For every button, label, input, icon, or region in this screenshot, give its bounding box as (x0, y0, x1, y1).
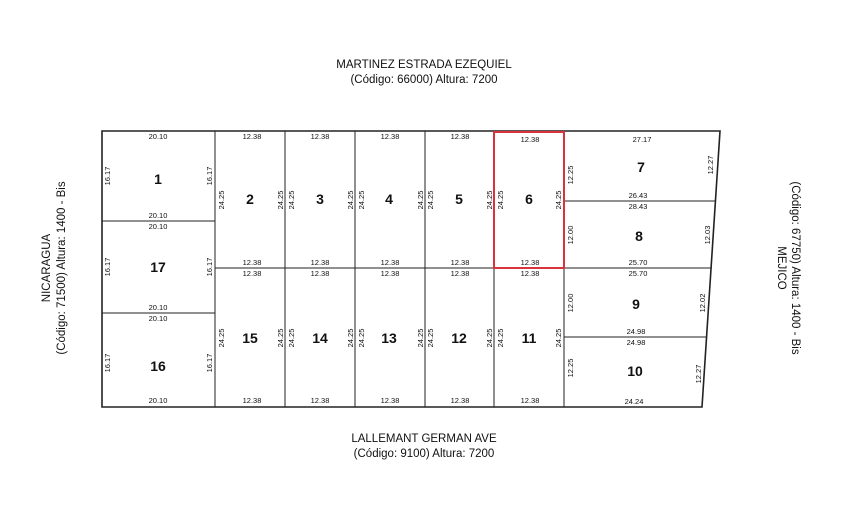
lot-15[interactable] (217, 269, 285, 405)
lot-dimension: 20.10 (148, 132, 168, 141)
lot-dimension: 25.70 (628, 258, 648, 267)
lot-dimension: 24.25 (357, 328, 366, 348)
lot-number: 7 (637, 159, 645, 175)
lot-dimension: 24.98 (626, 338, 646, 347)
lot-7[interactable] (566, 135, 715, 200)
lot-number: 5 (455, 191, 463, 207)
lot-11[interactable] (496, 269, 563, 405)
lot-dimension: 12.38 (520, 269, 540, 278)
east-street-info: (Código: 67750) Altura: 1400 - Bis (789, 181, 801, 355)
lot-dimension: 24.25 (554, 328, 563, 348)
lot-dimension: 12.38 (450, 269, 470, 278)
lot-dimension: 12.38 (450, 258, 470, 267)
lot-number: 11 (521, 330, 537, 346)
lot-8[interactable] (566, 202, 712, 267)
lot-dimension: 16.17 (103, 166, 112, 186)
lot-dimension: 12.38 (242, 396, 262, 405)
lot-dimension: 24.25 (426, 190, 435, 210)
lot-dimension: 12.38 (380, 132, 400, 141)
lot-dimension: 16.17 (103, 353, 112, 373)
lot-dimension: 12.38 (310, 269, 330, 278)
lot-dimension: 20.10 (148, 222, 168, 231)
lot-dimension: 12.00 (566, 225, 575, 245)
lot-dimension: 24.98 (626, 327, 646, 336)
lot-number: 13 (381, 330, 397, 346)
lot-number: 4 (385, 191, 393, 207)
lot-number: 15 (242, 330, 258, 346)
lot-dimension: 12.38 (310, 258, 330, 267)
lot-dimension: 24.25 (287, 328, 296, 348)
lot-dimension: 24.25 (485, 328, 494, 348)
lot-dimension: 24.25 (426, 328, 435, 348)
lot-dimension: 16.17 (205, 257, 214, 277)
lot-dimension: 16.17 (205, 353, 214, 373)
lot-dimension: 24.25 (276, 190, 285, 210)
lot-number: 12 (451, 330, 467, 346)
lot-dimension: 28.43 (628, 202, 648, 211)
lot-dimension: 24.25 (217, 190, 226, 210)
lot-dimension: 25.70 (628, 269, 648, 278)
lot-dimension: 12.38 (520, 258, 540, 267)
lot-number: 6 (525, 191, 533, 207)
lot-6[interactable] (496, 135, 563, 267)
lot-dimension: 12.38 (380, 258, 400, 267)
lot-number: 16 (150, 358, 166, 374)
lot-dimension: 24.25 (276, 328, 285, 348)
lot-dimension: 20.10 (148, 211, 168, 220)
lot-number: 14 (312, 330, 328, 346)
lot-dimension: 27.17 (632, 135, 652, 144)
lot-dimension: 12.27 (706, 155, 715, 175)
lot-dimension: 12.38 (520, 135, 540, 144)
lot-dimension: 12.38 (242, 258, 262, 267)
lot-2[interactable] (217, 132, 285, 267)
lot-17[interactable] (103, 222, 214, 312)
lot-dimension: 24.25 (416, 328, 425, 348)
lot-13[interactable] (357, 269, 425, 405)
lot-dimension: 12.38 (242, 269, 262, 278)
south-street-name: LALLEMANT GERMAN AVE (351, 433, 497, 445)
lot-4[interactable] (357, 132, 425, 267)
lot-5[interactable] (426, 132, 494, 267)
lot-dimension: 24.24 (624, 397, 644, 406)
lot-dimension: 24.25 (496, 328, 505, 348)
lot-number: 2 (246, 191, 254, 207)
lot-1[interactable] (103, 132, 214, 220)
north-street-info: (Código: 66000) Altura: 7200 (350, 74, 498, 86)
lot-dimension: 20.10 (148, 303, 168, 312)
lot-dimension: 12.38 (520, 396, 540, 405)
lot-dimension: 12.27 (694, 364, 703, 384)
lot-dimension: 24.25 (217, 328, 226, 348)
lot-16[interactable] (103, 314, 214, 405)
lot-dimension: 12.38 (380, 269, 400, 278)
lot-3[interactable] (287, 132, 355, 267)
lot-number: 3 (316, 191, 324, 207)
lot-dimension: 24.25 (416, 190, 425, 210)
lot-dimension: 12.38 (242, 132, 262, 141)
lot-dimension: 12.38 (450, 132, 470, 141)
lot-dimension: 20.10 (148, 314, 168, 323)
lot-dimension: 12.03 (703, 225, 712, 245)
lot-number: 10 (627, 363, 643, 379)
lot-dimension: 24.25 (357, 190, 366, 210)
lot-dimension: 12.38 (450, 396, 470, 405)
lot-dimension: 12.38 (380, 396, 400, 405)
lot-12[interactable] (426, 269, 494, 405)
north-street-name: MARTINEZ ESTRADA EZEQUIEL (336, 59, 512, 71)
lot-14[interactable] (287, 269, 355, 405)
lot-dimension: 12.38 (310, 132, 330, 141)
south-street-info: (Código: 9100) Altura: 7200 (353, 448, 495, 460)
lot-dimension: 24.25 (346, 190, 355, 210)
lot-dimension: 26.43 (628, 191, 648, 200)
lot-number: 1 (154, 171, 162, 187)
lot-number: 17 (150, 259, 166, 275)
lot-dimension: 12.38 (310, 396, 330, 405)
lot-dimension: 16.17 (103, 257, 112, 277)
lot-number: 9 (632, 296, 640, 312)
lot-9[interactable] (566, 269, 707, 336)
lot-dimension: 20.10 (148, 396, 168, 405)
lot-dimension: 24.25 (346, 328, 355, 348)
lot-dimension: 24.25 (496, 190, 505, 210)
lot-number: 8 (635, 228, 643, 244)
lot-dimension: 16.17 (205, 166, 214, 186)
lot-dimension: 12.02 (698, 293, 707, 313)
lot-10[interactable] (566, 338, 703, 406)
lot-dimension: 24.25 (554, 190, 563, 210)
lot-dimension: 24.25 (485, 190, 494, 210)
lot-dimension: 12.25 (566, 358, 575, 378)
east-street-name: MEJICO (775, 246, 787, 290)
lot-dimension: 24.25 (287, 190, 296, 210)
lot-dimension: 12.00 (566, 293, 575, 313)
west-street-info: (Código: 71500) Altura: 1400 - Bis (56, 181, 68, 355)
lot-dimension: 12.25 (566, 165, 575, 185)
west-street-name: NICARAGUA (41, 233, 53, 303)
